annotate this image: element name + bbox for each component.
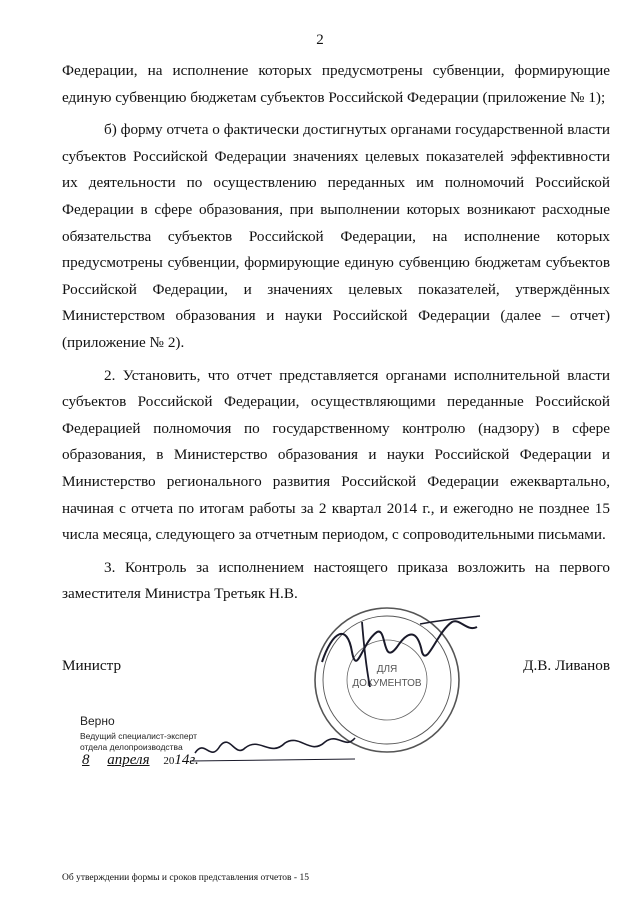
paragraph-item-3: 3. Контроль за исполнением настоящего приказа возложить на первого заместителя Министра Третьяк Н.В. <box>62 558 610 603</box>
signatory-position: Министр <box>62 657 122 674</box>
stamp-line-1: ДЛЯ <box>376 664 398 675</box>
certification-date <box>62 752 262 769</box>
document-body <box>62 58 610 614</box>
document-footer: Об утверждении формы и сроков представления отчетов - 15 <box>62 873 309 883</box>
certification-line-2: отдела делопроизводства <box>80 742 183 752</box>
certification-line-1: Ведущий специалист-эксперт <box>80 731 198 741</box>
certification-block <box>80 714 197 753</box>
date-year-prefix: 20 <box>163 755 175 767</box>
stamp-line-2: ДОКУМЕНТОВ <box>352 678 422 689</box>
date-day: 8 <box>82 752 90 768</box>
paragraph-continuation: Федерации, на исполнение которых предусмотрены субвенции, формирующие единую субвенцию бюджетам субъектов Российской Федерации (приложение № 1); <box>62 62 610 106</box>
page-number: 2 <box>316 32 324 48</box>
signature-row <box>62 657 610 675</box>
date-year-suffix: 14г. <box>174 752 199 768</box>
paragraph-item-2: 2. Установить, что отчет представляется органами исполнительной власти субъектов Российской Федерации, осуществляющими переданные Российской Федерацией полномочия по государственному контролю (надзору) в сфере образования, в Министерство образования и науки Российской Федерации и Министерство регионального развития Российской Федерации ежеквартально, начиная с отчета по итогам работы за 2 квартал 2014 г., и ежегодно не позднее 15 числа месяца, следующего за отчетным периодом, с сопроводительными письмами. <box>62 366 610 544</box>
paragraph-item-b: б) форму отчета о фактически достигнутых органами государственной власти субъектов Российской Федерации значениях целевых показателей эффективности их деятельности по осуществлению переданных им полномочий Российской Федерации в сфере образования, при выполнении которых возникают расходные обязательства субъектов Российской Федерации, на исполнение которых предусмотрены субвенции, формирующие единую субвенцию бюджетам субъектов Российской Федерации, и значениях целевых показателей, утверждённых Министерством образования и науки Российской Федерации (далее – отчет) (приложение № 2). <box>62 121 610 351</box>
signatory-name: Д.В. Ливанов <box>523 657 610 674</box>
date-month: апреля <box>107 752 150 768</box>
certification-title: Верно <box>80 714 115 728</box>
